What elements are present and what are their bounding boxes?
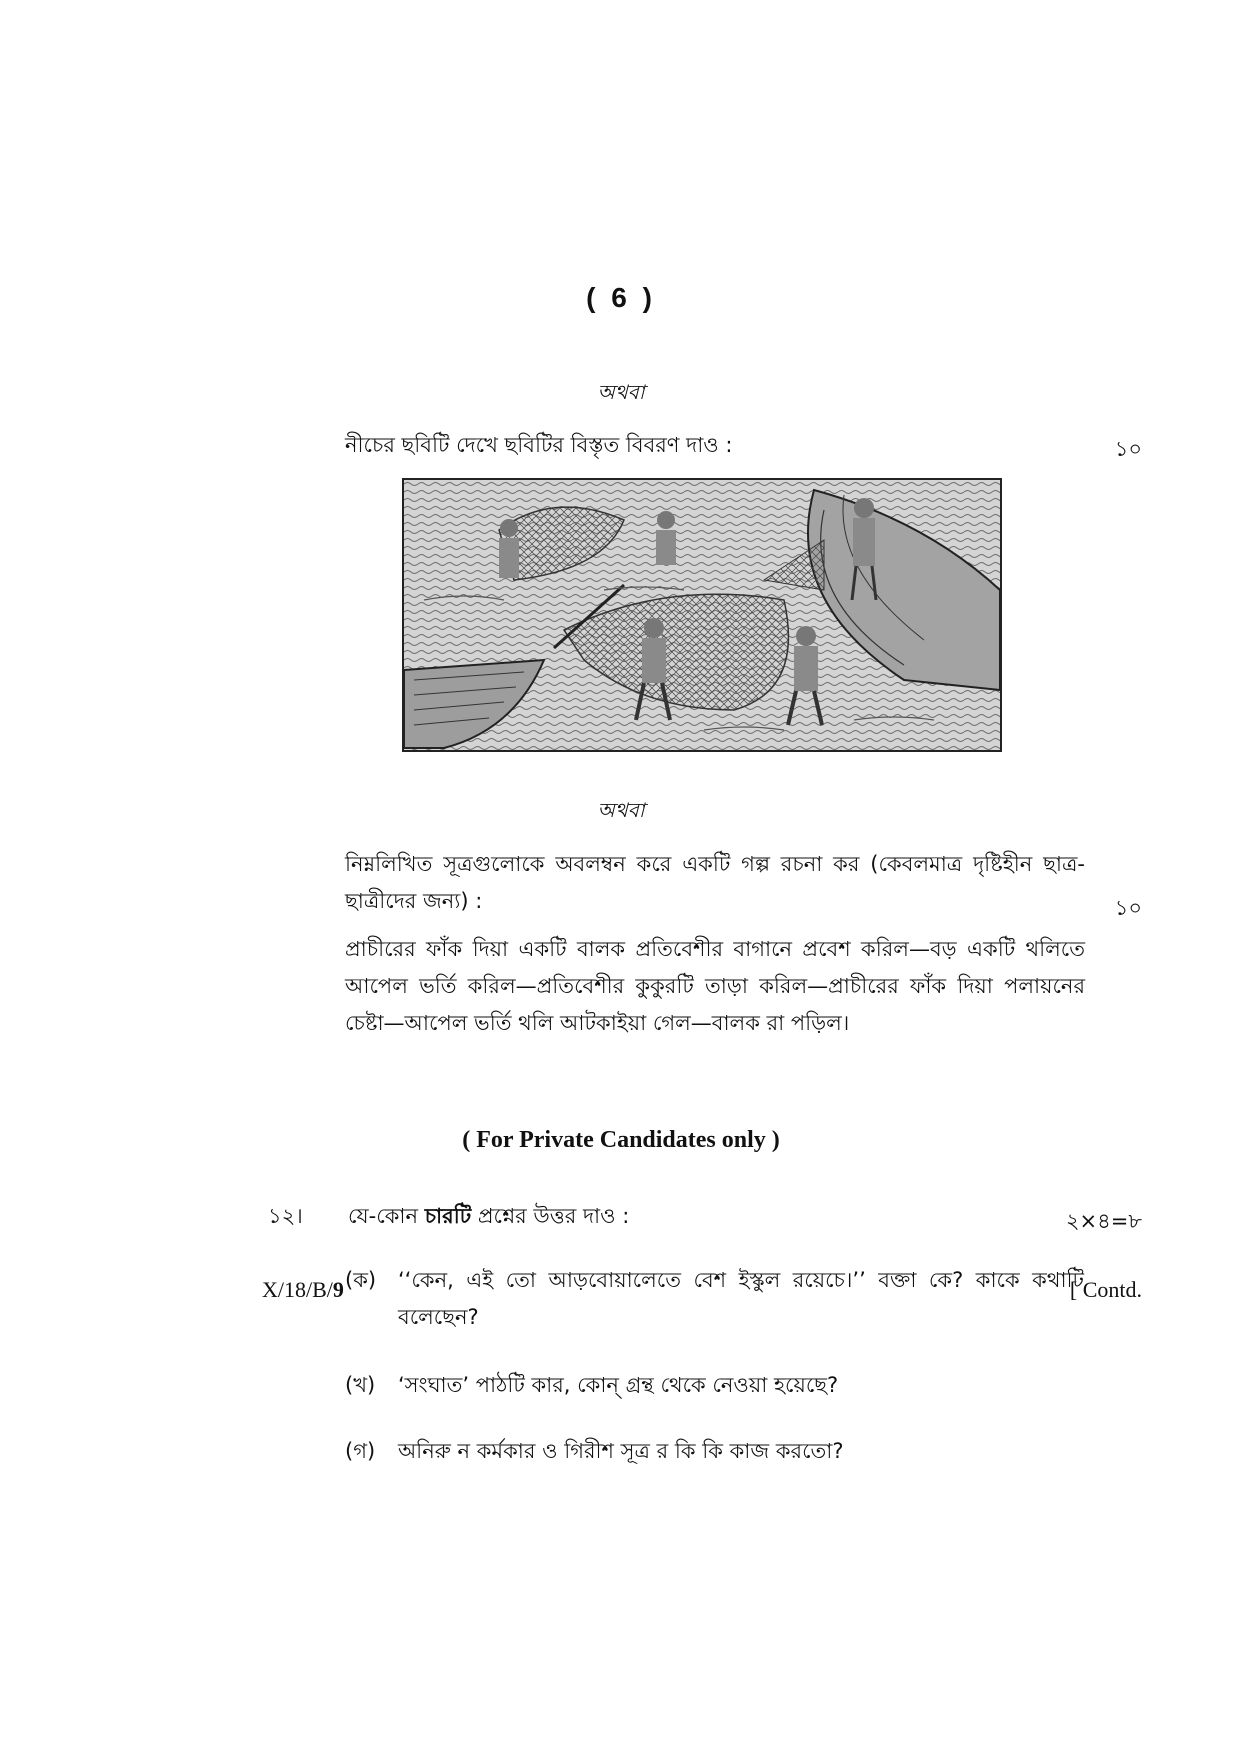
continued-marker: [ Contd. — [1069, 1277, 1142, 1302]
or-divider-1: অথবা — [597, 380, 645, 404]
private-candidates-heading: ( For Private Candidates only ) — [462, 1127, 780, 1153]
page-number: ( 6 ) — [586, 282, 656, 313]
question-12-part-label: (খ) — [345, 1373, 376, 1397]
question-12-emphasis: চারটি — [424, 1204, 472, 1228]
picture-question-text: নীচের ছবিটি দেখে ছবিটির বিস্তৃত বিবরণ দাও : — [345, 433, 733, 457]
story-question-text: নিম্নলিখিত সূত্রগুলোকে অবলম্বন করে একটি গল্প রচনা কর (কেবলমাত্র দৃষ্টিহীন ছাত্র-ছাত্রীদের জন্য) : — [345, 852, 1085, 913]
question-12-instruction: যে-কোন চারটি প্রশ্নের উত্তর দাও : — [348, 1204, 630, 1228]
story-question-marks: ১০ — [1114, 896, 1142, 920]
question-12-part-text: ‘‘কেন, এই তো আড়বোয়ালেতে বেশ ইস্কুল রয়েচে।’’ বক্তা কে? কাকে কথাটি বলেছেন? — [398, 1268, 1084, 1329]
fishing-scene-illustration — [402, 478, 1002, 752]
question-12-part-label: (ক) — [345, 1268, 377, 1292]
question-12-part-text: অনিরু ন কর্মকার ও গিরীশ সূত্র র কি কি কাজ করতো? — [398, 1439, 844, 1463]
or-divider-2: অথবা — [597, 798, 645, 822]
paper-code: X/18/B/9 — [262, 1277, 344, 1302]
picture-question-marks: ১০ — [1114, 437, 1142, 461]
question-12-part-label: (গ) — [345, 1439, 376, 1463]
question-12-part-text: ‘সংঘাত’ পাঠটি কার, কোন্ গ্রন্থ থেকে নেওয়া হয়েছে? — [398, 1373, 839, 1397]
question-12-marks: ২×৪=৮ — [1065, 1209, 1142, 1233]
story-clues: প্রাচীরের ফাঁক দিয়া একটি বালক প্রতিবেশীর বাগানে প্রবেশ করিল—বড় একটি থলিতে আপেল ভর্তি করিল—প্রতিবেশীর কুকুরটি তাড়া করিল—প্রাচীরের ফাঁক দিয়া পলায়নের চেষ্টা—আপেল ভর্তি থলি আটকাইয়া গেল—বালক রা পড়িল। — [345, 937, 1085, 1035]
question-12-number: ১২। — [268, 1204, 303, 1228]
